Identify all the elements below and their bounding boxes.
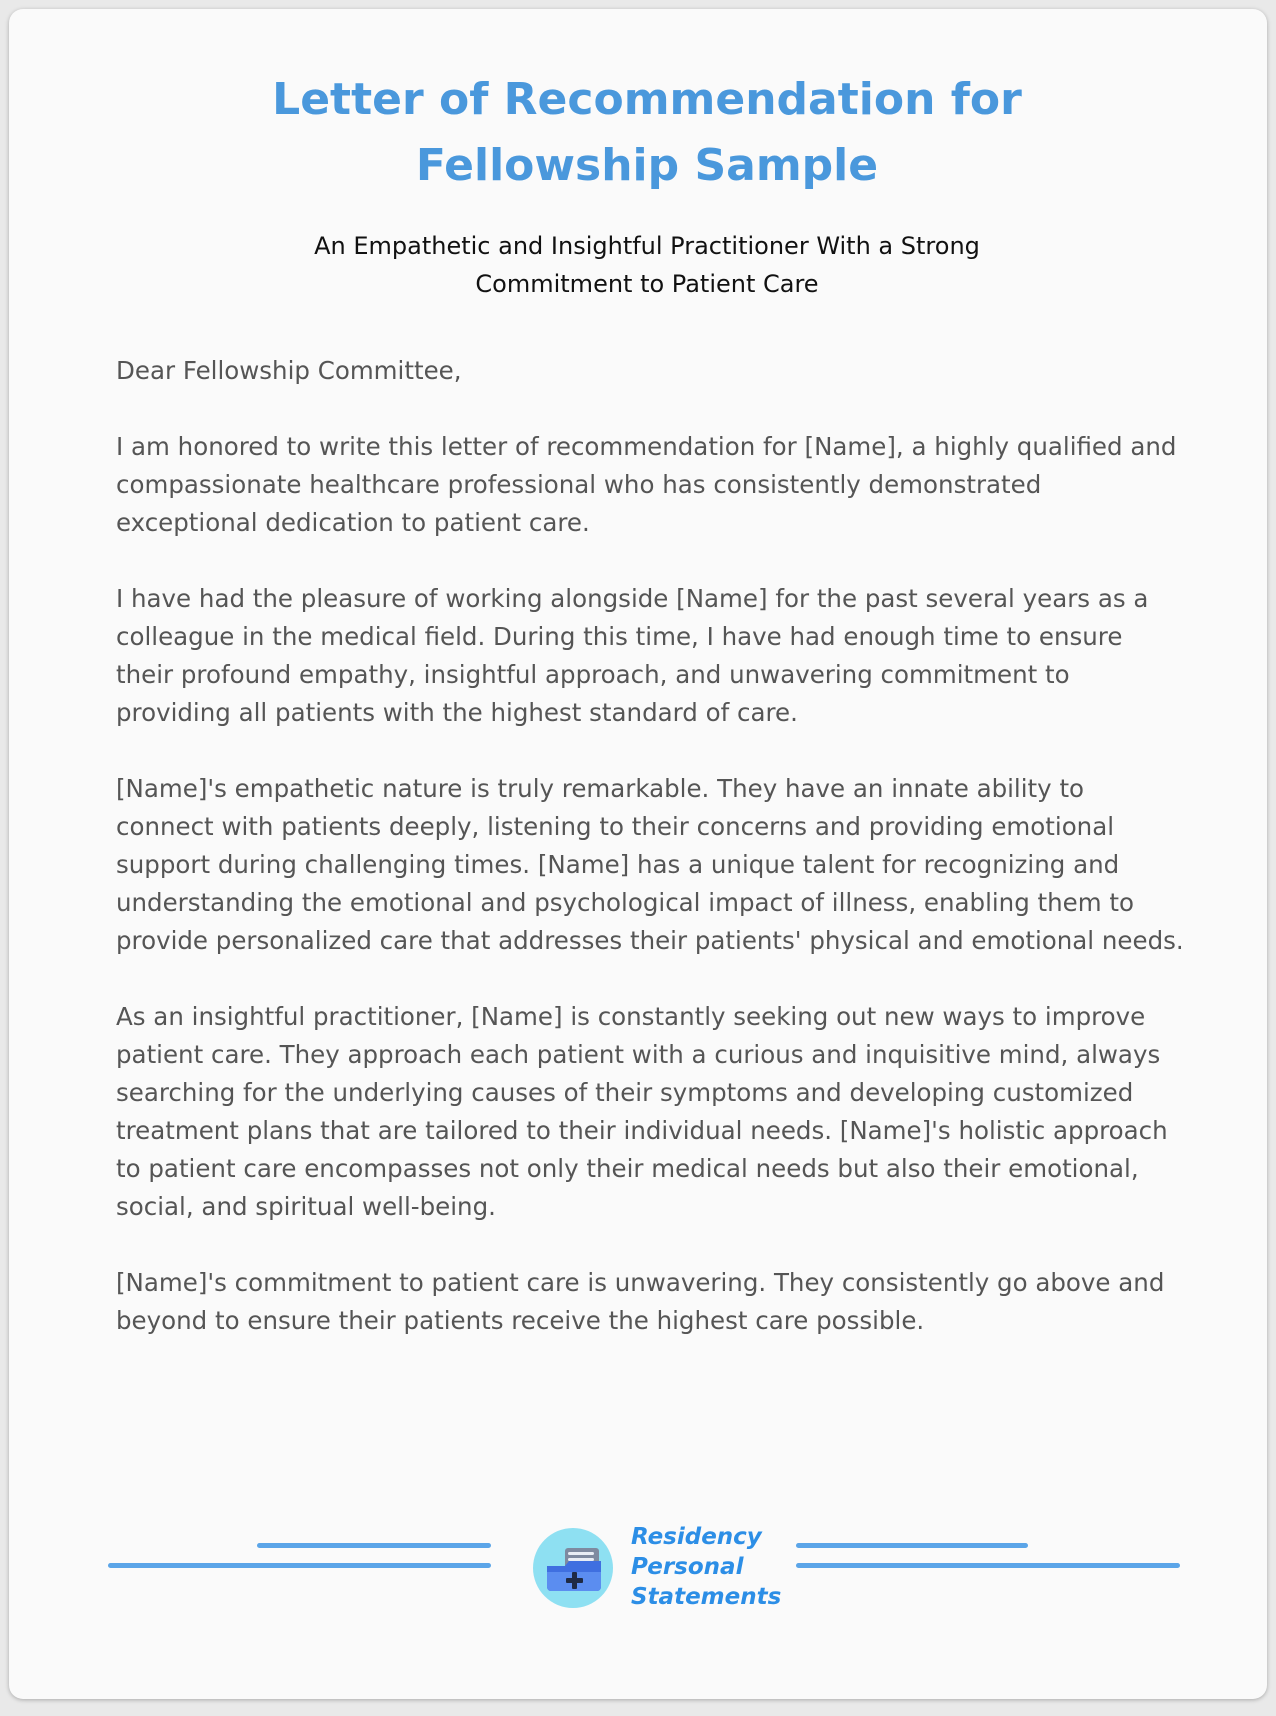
page-title: [109, 67, 1185, 199]
footer-line-left-bottom: [108, 1563, 491, 1568]
title-line-1: Letter of Recommendation for: [272, 74, 1022, 125]
document-page: [9, 9, 1267, 1699]
subtitle-line-1: An Empathetic and Insightful Practitioner With a Strong: [314, 232, 980, 260]
brand-logo-text: [631, 1522, 781, 1612]
brand-line-3: Statements: [631, 1584, 782, 1610]
footer-line-right-top: [796, 1543, 1028, 1548]
paragraph-1: I am honored to write this letter of recommendation for [Name], a highly qualified and compassionate healthcare professional who has consistently demonstrated exceptional dedication to patient care.: [116, 432, 1177, 537]
paragraph-5: [Name]'s commitment to patient care is unwavering. They consistently go above and beyond to ensure their patients receive the highest care possible.: [116, 1268, 1165, 1335]
paragraph-2: I have had the pleasure of working alongside [Name] for the past several years as a colleague in the medical field. During this time, I have had enough time to ensure their profound empathy, insightful approach, and unwavering commitment to providing all patients with the highest standard of care.: [116, 584, 1149, 727]
footer-line-left-top: [257, 1543, 491, 1548]
page-subtitle: [159, 227, 1135, 303]
subtitle-line-2: Commitment to Patient Care: [475, 270, 819, 298]
paragraph-3: [Name]'s empathetic nature is truly remarkable. They have an innate ability to connect with patients deeply, listening to their concerns and providing emotional support during challenging times. [Name] has a unique talent for recognizing and understanding the emotional and psychological impact of illness, enabling them to provide personalized care that addresses their patients' physical and emotional needs.: [116, 774, 1184, 955]
footer-line-right-bottom: [796, 1563, 1180, 1568]
salutation: Dear Fellowship Committee,: [116, 356, 462, 385]
medical-folder-icon: [533, 1528, 613, 1608]
letter-body: [116, 352, 1186, 1378]
paragraph-4: As an insightful practitioner, [Name] is constantly seeking out new ways to improve patient care. They approach each patient with a curious and inquisitive mind, always searching for the underlying causes of their symptoms and developing customized treatment plans that are tailored to their individual needs. [Name]'s holistic approach to patient care encompasses not only their medical needs but also their emotional, social, and spiritual well-being.: [116, 1002, 1168, 1221]
title-line-2: Fellowship Sample: [415, 140, 879, 191]
brand-line-1: Residency: [631, 1524, 762, 1550]
brand-line-2: Personal: [631, 1554, 744, 1580]
